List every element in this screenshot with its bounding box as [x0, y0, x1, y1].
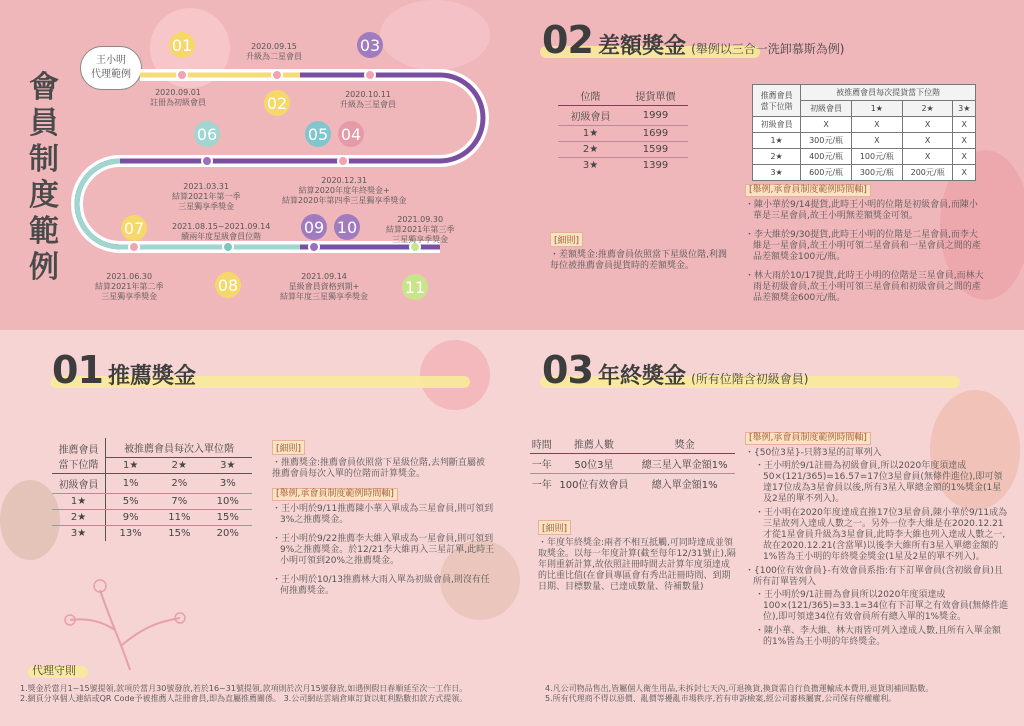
timeline-node-04: [338, 121, 364, 147]
timeline-node-03: [357, 32, 383, 58]
title-char: 度: [29, 178, 59, 213]
section-03-subtitle: (所有位階含初級會員): [691, 372, 809, 386]
footer-rule: 5.所有代理商不得以惡價、亂價等擾亂市場秩序,若有申訴檢案,經公司審核屬實,公司保有停權權利。: [545, 694, 897, 703]
timeline-event-3: 2020.10.11 升級為三星會員: [340, 90, 396, 109]
timeline-node-08: [215, 272, 241, 298]
title-char: 員: [29, 106, 59, 141]
timeline-event-6: 2021.08.15~2021.09.14 續兩年度星級會員位階: [172, 222, 271, 241]
svg-text:06: 06: [196, 125, 218, 144]
title-char: 制: [29, 142, 59, 177]
timeline-event-1: 2020.09.01 註冊為初級會員: [150, 88, 206, 107]
section-01-title: 推薦獎金: [107, 364, 196, 389]
section-03-heading: [542, 348, 808, 392]
svg-text:01: 01: [171, 36, 193, 55]
example-item: ・李大維於9/30提貨,此時王小明的位階是二星會員,而李大維是一星會員,故王小明可領二星會員和一星會員之間的產品差額獎金100元/瓶。: [745, 230, 981, 262]
decor-circle: [0, 480, 60, 560]
example-tag: [舉例,承會員制度範例時間軸]: [745, 432, 871, 445]
s02-note: [550, 228, 730, 272]
s02-price-table: 位階 提貨單價 初級會員 1999 1★ 1699 2★ 1599 3★ 1399: [558, 86, 688, 173]
s01-bonus-table: 推薦會員 當下位階 被推薦會員每次入單位階 1★ 2★ 3★ 初級會員 1% 2% 3% 1★ 5% 7% 10% 2★ 9% 11% 15% 3★ 13% 15% 20%: [52, 438, 252, 541]
note-tag: [細則]: [538, 520, 571, 535]
svg-text:02: 02: [266, 94, 288, 113]
agent-caption: 代理範例: [91, 69, 131, 80]
timeline-event-4: 2020.12.31 結算2020年度年終獎金+ 結算2020年第四季三星獨享季獎金: [282, 176, 407, 205]
timeline-event-5: 2021.03.31 結算2021年第一季 三星獨享季獎金: [172, 182, 241, 211]
svg-text:04: 04: [340, 125, 362, 144]
example-item: ・{50位3星}-只將3星的訂單列入: [745, 448, 882, 458]
timeline-node-02: [264, 90, 290, 116]
timeline-event-2: 2020.09.15 升級為二星會員: [246, 42, 302, 61]
svg-text:07: 07: [123, 219, 145, 238]
example-tag: [舉例,承會員制度範例時間軸]: [745, 184, 871, 197]
example-item: ・林大雨於10/17提貨,此時王小明的位階是三星會員,而林大雨是初級會員,故王小明可領三星會員和初級會員之間的產品差額獎金600元/瓶。: [745, 271, 984, 303]
s03-bonus-table: 時間 推薦人數 獎金 一年 50位3星 總三星入單金額1% 一年 100位有效會員 總入單金額1%: [530, 434, 735, 493]
note-text: ・年度年終獎金:兩者不相互抵觸,可同時達成並領取獎金。以每一年度計算(截至每年12/31號止),隔年則重新計算,故依照註冊時間去計算年度須達成的比重比值(在會員專區會有秀出註冊時間、到期日期、目標數量、已達成數量、待補數量): [538, 538, 736, 592]
note-tag: [細則]: [272, 440, 305, 455]
timeline-node-11: [402, 274, 428, 300]
svg-text:08: 08: [217, 276, 239, 295]
s03-note: [538, 516, 738, 593]
section-01-heading: [52, 348, 196, 392]
s01-note: [272, 436, 492, 480]
footer-rules-left: [20, 684, 535, 704]
footer-rule: 1.獎金於當月1~15號提領,款項於當月30號發放,若於16~31號提領,款項則於次月15號發放,如遇例假日春順延至次一工作日。: [20, 684, 468, 693]
timeline-node-06: [194, 121, 220, 147]
example-item: ・陳小華、李大維、林大雨皆可列入達成人數,且所有入單金額的1%皆為王小明的年終獎金。: [755, 626, 1001, 647]
timeline-node-07: [121, 215, 147, 241]
footer-rules-right: [545, 684, 1015, 704]
example-item: ・王小明在2020年度達成直推17位3星會員,陳小華於9/11成為三星故列入達成人數之一。另外一位李大維是在2020.12.21才從1星會員升級為3星會員,此時李大維也列入達成人數之一,故在2020.12.21(含當單)以後李大維所有3星入單總金額的1%皆為王小明的年終獎金獎金(1星及2星的單不列入)。: [755, 508, 1008, 562]
example-item: ・王小明於9/1註冊為初級會員,所以2020年度須達成50×(121/365)=16.57=17位3星會員(無條件進位),即可領達17位成為3星會員以後,所有3星入單總金額的1%獎金(1星及2星的單不列入)。: [755, 461, 1003, 504]
s03-examples: [745, 432, 1009, 648]
example-item: ・王小明於9/1註冊為會員所以2020年度須達成100×(121/365)=33.1=34位有下訂單之有效會員(無條件進位),即可領達34位有效會員所有總入單的1%獎金。: [755, 590, 1009, 622]
timeline-event-7: 2021.06.30 結算2021年第二季 三星獨享季獎金: [95, 272, 164, 301]
example-tag: [舉例,承會員制度範例時間軸]: [272, 488, 398, 501]
decor-circle: [420, 340, 490, 410]
example-item: ・王小明於9/11推薦陳小華入單成為三星會員,則可領到3%之推薦獎金。: [272, 504, 494, 525]
timeline-node-09: [301, 214, 327, 240]
section-02-subtitle: (舉例以三合一洗卸慕斯為例): [691, 42, 845, 56]
footer-title: 代理守則: [32, 664, 76, 677]
note-tag: [細則]: [550, 232, 583, 247]
flower-decoration: [60, 560, 200, 670]
footer-rule: 2.網頁分享個人連結或QR Code予被推薦人註冊會員,即為直屬推薦關係。 3.公司網站雲端倉庫訂貨以虹利點數扣款方式提領。: [20, 694, 468, 703]
svg-text:09: 09: [303, 218, 325, 237]
svg-text:10: 10: [336, 218, 358, 237]
s01-examples: [272, 488, 497, 605]
section-03-title: 年終獎金: [597, 364, 686, 389]
timeline-node-01: [169, 32, 195, 58]
timeline-event-8: 2021.09.30 結算2021年第三季 三星獨享季獎金: [386, 215, 455, 244]
timeline-node-05: [305, 121, 331, 147]
example-item: ・王小明於9/22推薦李大維入單成為一星會員,則可領到9%之推薦獎金。於12/21李大維再入三星訂單,此時王小明可領到20%之推薦獎金。: [272, 534, 495, 566]
example-item: ・陳小華於9/14提貨,此時王小明的位階是初級會員,而陳小華是三星會員,故王小明無差額獎金可領。: [745, 200, 978, 221]
title-char: 例: [29, 250, 59, 285]
title-char: 會: [29, 70, 59, 105]
title-char: 範: [29, 214, 59, 249]
timeline-node-10: [334, 214, 360, 240]
s02-diff-table: 推薦會員 當下位階 被推薦會員每次提貨當下位階 初級會員 1★ 2★ 3★ 初級會員 X X X X 1★ 300元/瓶 X X X 2★ 400元/瓶 100元/瓶 X X 3★ 600元/瓶 300元/瓶 200元/瓶 X: [752, 84, 976, 181]
section-02-heading: [542, 18, 844, 62]
agent-name: 王小明: [96, 55, 126, 66]
svg-text:11: 11: [404, 278, 426, 297]
section-03-number: 03: [542, 348, 593, 392]
footer-rule: 4.凡公司物品售出,皆屬個人衛生用品,未拆封七天內,可退換貨,換貨需自行負擔運輸成本費用,退貨則補回點數。: [545, 684, 934, 693]
section-01-number: 01: [52, 348, 103, 392]
example-item: ・{100位有效會員}-有效會員系指:有下訂單會員(含初級會員)且所有訂單皆列入: [745, 566, 1003, 587]
section-02-number: 02: [542, 18, 593, 62]
s02-examples: [745, 184, 985, 312]
note-text: ・差額獎金:推薦會員依照當下星級位階,利潤每位被推薦會員提貨時的差額獎金。: [550, 250, 727, 271]
timeline-event-9: 2021.09.14 星級會員資格到期+ 結算年度三星獨享季獎金: [280, 272, 368, 301]
note-text: ・推薦獎金:推薦會員依照當下星級位階,去判斷直屬被推薦會員每次入單的位階而計算獎金。: [272, 458, 485, 479]
svg-text:03: 03: [359, 36, 381, 55]
svg-text:05: 05: [307, 125, 329, 144]
section-02-title: 差額獎金: [597, 34, 686, 59]
example-item: ・王小明於10/13推薦林大雨入單為初級會員,則沒有任何推薦獎金。: [272, 575, 490, 596]
